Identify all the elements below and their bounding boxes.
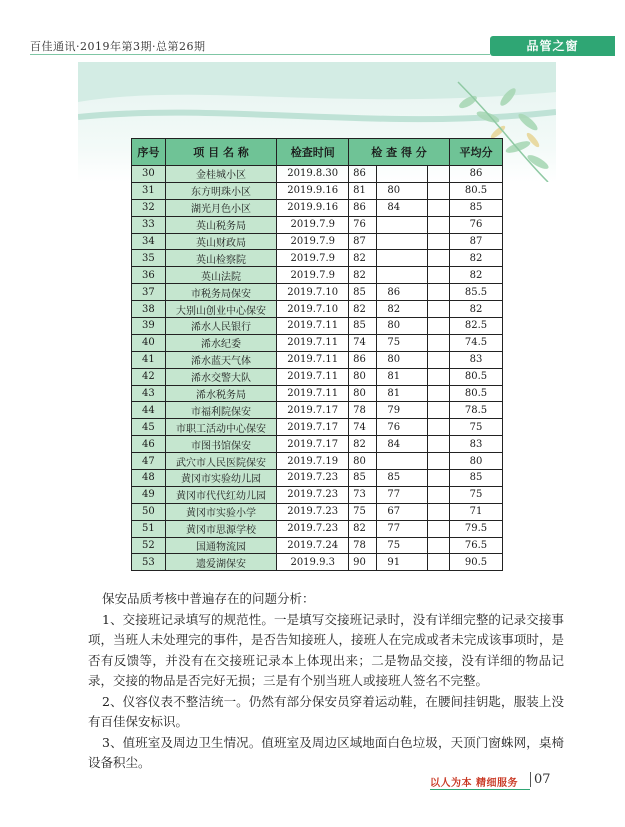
cell-s2 [377, 453, 428, 470]
cell-name: 英山财政局 [165, 233, 277, 250]
page-footer [430, 772, 560, 788]
cell-s1: 73 [349, 486, 377, 503]
cell-date: 2019.9.3 [277, 554, 349, 571]
cell-name: 英山法院 [165, 267, 277, 284]
table-row [132, 453, 503, 470]
page-number: 07 [530, 772, 551, 787]
cell-s2: 82 [377, 301, 428, 318]
cell-avg: 71 [450, 503, 503, 520]
cell-s1: 81 [349, 182, 377, 199]
cell-s2: 79 [377, 402, 428, 419]
cell-date: 2019.7.9 [277, 233, 349, 250]
cell-s1: 80 [349, 385, 377, 402]
cell-name: 浠水蓝天气体 [165, 351, 277, 368]
cell-seq: 41 [132, 351, 166, 368]
cell-s2: 84 [377, 199, 428, 216]
cell-seq: 38 [132, 301, 166, 318]
cell-name: 市税务局保安 [165, 284, 277, 301]
cell-date: 2019.7.23 [277, 520, 349, 537]
cell-name: 国通物流园 [165, 537, 277, 554]
cell-date: 2019.9.16 [277, 199, 349, 216]
cell-seq: 52 [132, 537, 166, 554]
cell-avg: 80.5 [450, 385, 503, 402]
cell-seq: 39 [132, 318, 166, 335]
cell-s1: 82 [349, 301, 377, 318]
cell-date: 2019.7.17 [277, 402, 349, 419]
cell-name: 市图书馆保安 [165, 436, 277, 453]
table-row [132, 419, 503, 436]
table-row [132, 385, 503, 402]
cell-s3 [428, 318, 450, 335]
cell-s2 [377, 166, 428, 183]
table-row [132, 503, 503, 520]
cell-avg: 78.5 [450, 402, 503, 419]
cell-seq: 49 [132, 486, 166, 503]
cell-date: 2019.9.16 [277, 182, 349, 199]
cell-s2 [377, 216, 428, 233]
cell-s2: 76 [377, 419, 428, 436]
cell-avg: 82 [450, 301, 503, 318]
cell-avg: 83 [450, 436, 503, 453]
cell-s1: 75 [349, 503, 377, 520]
cell-s3 [428, 182, 450, 199]
cell-seq: 43 [132, 385, 166, 402]
table-row [132, 334, 503, 351]
cell-s3 [428, 503, 450, 520]
cell-s1: 90 [349, 554, 377, 571]
cell-seq: 36 [132, 267, 166, 284]
cell-name: 大别山创业中心保安 [165, 301, 277, 318]
cell-s2: 75 [377, 537, 428, 554]
cell-s3 [428, 520, 450, 537]
cell-seq: 35 [132, 250, 166, 267]
cell-name: 武穴市人民医院保安 [165, 453, 277, 470]
cell-seq: 31 [132, 182, 166, 199]
cell-date: 2019.7.11 [277, 368, 349, 385]
cell-s3 [428, 419, 450, 436]
cell-s2: 80 [377, 351, 428, 368]
table-row [132, 301, 503, 318]
cell-s1: 86 [349, 199, 377, 216]
col-header-avg: 平均分 [450, 139, 503, 166]
table-row [132, 250, 503, 267]
col-header-score: 检 查 得 分 [349, 139, 450, 166]
cell-date: 2019.7.23 [277, 486, 349, 503]
cell-seq: 46 [132, 436, 166, 453]
cell-seq: 32 [132, 199, 166, 216]
cell-s1: 76 [349, 216, 377, 233]
cell-s1: 82 [349, 250, 377, 267]
cell-s1: 74 [349, 334, 377, 351]
table-row [132, 182, 503, 199]
cell-s2 [377, 267, 428, 284]
cell-avg: 85 [450, 199, 503, 216]
col-header-date: 检查时间 [277, 139, 349, 166]
cell-s1: 85 [349, 470, 377, 487]
table-row [132, 470, 503, 487]
cell-date: 2019.7.10 [277, 284, 349, 301]
cell-s3 [428, 453, 450, 470]
cell-name: 黄冈市实验幼儿园 [165, 470, 277, 487]
cell-seq: 53 [132, 554, 166, 571]
cell-avg: 85.5 [450, 284, 503, 301]
cell-date: 2019.7.17 [277, 419, 349, 436]
cell-s1: 82 [349, 267, 377, 284]
cell-avg: 75 [450, 419, 503, 436]
cell-s2 [377, 233, 428, 250]
cell-avg: 83 [450, 351, 503, 368]
cell-date: 2019.7.23 [277, 470, 349, 487]
cell-s2: 86 [377, 284, 428, 301]
cell-avg: 82 [450, 250, 503, 267]
cell-seq: 33 [132, 216, 166, 233]
cell-s1: 80 [349, 368, 377, 385]
cell-s3 [428, 233, 450, 250]
cell-s3 [428, 368, 450, 385]
cell-avg: 86 [450, 166, 503, 183]
footer-slogan: 以人为本 精细服务 [430, 778, 518, 789]
cell-avg: 80.5 [450, 368, 503, 385]
cell-date: 2019.7.9 [277, 250, 349, 267]
analysis-paragraph-1: 1、交接班记录填写的规范性。一是填写交接班记录时，没有详细完整的记录交接事项，当班人未处理完的事件，是否告知接班人，接班人在完成或者未完成该事项时，是否有反馈等，并没有在交接班记录本上体现出来；二是物品交接，没有详细的物品记录，交接的物品是否完好无损；三是有个别当班人或接班人签名不完整。 [88, 611, 564, 688]
cell-name: 浠水纪委 [165, 334, 277, 351]
cell-name: 浠水交警大队 [165, 368, 277, 385]
cell-avg: 79.5 [450, 520, 503, 537]
cell-s2: 77 [377, 486, 428, 503]
cell-s2: 77 [377, 520, 428, 537]
cell-s2: 81 [377, 385, 428, 402]
cell-date: 2019.7.11 [277, 351, 349, 368]
cell-s1: 78 [349, 402, 377, 419]
cell-s2: 81 [377, 368, 428, 385]
cell-date: 2019.8.30 [277, 166, 349, 183]
cell-s3 [428, 436, 450, 453]
cell-s1: 74 [349, 419, 377, 436]
cell-s3 [428, 216, 450, 233]
table-header-row [132, 139, 503, 166]
cell-seq: 30 [132, 166, 166, 183]
footer-divider [430, 789, 530, 790]
table-row [132, 199, 503, 216]
cell-seq: 44 [132, 402, 166, 419]
table-row [132, 267, 503, 284]
cell-s3 [428, 250, 450, 267]
cell-name: 市福利院保安 [165, 402, 277, 419]
cell-seq: 47 [132, 453, 166, 470]
cell-seq: 50 [132, 503, 166, 520]
cell-seq: 51 [132, 520, 166, 537]
cell-s3 [428, 301, 450, 318]
cell-s1: 87 [349, 233, 377, 250]
cell-date: 2019.7.11 [277, 385, 349, 402]
table-row [132, 554, 503, 571]
cell-avg: 90.5 [450, 554, 503, 571]
cell-s2: 80 [377, 318, 428, 335]
cell-s3 [428, 470, 450, 487]
cell-avg: 75 [450, 486, 503, 503]
table-row [132, 166, 503, 183]
cell-s3 [428, 351, 450, 368]
cell-seq: 48 [132, 470, 166, 487]
cell-name: 英山检察院 [165, 250, 277, 267]
cell-date: 2019.7.9 [277, 267, 349, 284]
column-tag: 品管之窗 [490, 36, 615, 56]
cell-name: 市职工活动中心保安 [165, 419, 277, 436]
cell-seq: 40 [132, 334, 166, 351]
cell-name: 湖光月色小区 [165, 199, 277, 216]
cell-s2: 75 [377, 334, 428, 351]
cell-s1: 85 [349, 318, 377, 335]
table-row [132, 284, 503, 301]
cell-avg: 74.5 [450, 334, 503, 351]
cell-date: 2019.7.23 [277, 503, 349, 520]
cell-s1: 82 [349, 520, 377, 537]
analysis-paragraph-2: 2、仪容仪表不整洁统一。仍然有部分保安员穿着运动鞋，在腰间挂钥匙，服装上没有百佳保安标识。 [88, 693, 564, 729]
cell-date: 2019.7.9 [277, 216, 349, 233]
cell-name: 浠水人民银行 [165, 318, 277, 335]
cell-s2: 85 [377, 470, 428, 487]
cell-seq: 42 [132, 368, 166, 385]
cell-seq: 34 [132, 233, 166, 250]
analysis-text [88, 589, 564, 774]
table-row [132, 351, 503, 368]
cell-name: 东方明珠小区 [165, 182, 277, 199]
cell-name: 遗爱湖保安 [165, 554, 277, 571]
cell-s1: 86 [349, 351, 377, 368]
cell-avg: 85 [450, 470, 503, 487]
cell-s1: 86 [349, 166, 377, 183]
cell-s1: 82 [349, 436, 377, 453]
cell-s1: 80 [349, 453, 377, 470]
table-row [132, 368, 503, 385]
table-row [132, 318, 503, 335]
cell-s2: 84 [377, 436, 428, 453]
journal-header: 百佳通讯·2019年第3期·总第26期 [30, 40, 206, 53]
table-row [132, 233, 503, 250]
cell-date: 2019.7.24 [277, 537, 349, 554]
cell-s2: 67 [377, 503, 428, 520]
cell-s3 [428, 537, 450, 554]
cell-s3 [428, 554, 450, 571]
analysis-intro: 保安品质考核中普遍存在的问题分析： [102, 591, 315, 606]
cell-name: 浠水税务局 [165, 385, 277, 402]
cell-s3 [428, 284, 450, 301]
cell-seq: 37 [132, 284, 166, 301]
table-row [132, 402, 503, 419]
cell-avg: 76.5 [450, 537, 503, 554]
cell-s1: 78 [349, 537, 377, 554]
analysis-paragraph-3: 3、值班室及周边卫生情况。值班室及周边区域地面白色垃圾，天顶门窗蛛网，桌椅设备积尘。 [88, 734, 564, 770]
cell-avg: 80 [450, 453, 503, 470]
col-header-name: 项 目 名 称 [165, 139, 277, 166]
cell-name: 黄冈市实验小学 [165, 503, 277, 520]
cell-avg: 87 [450, 233, 503, 250]
cell-avg: 82.5 [450, 318, 503, 335]
cell-name: 金桂城小区 [165, 166, 277, 183]
cell-date: 2019.7.19 [277, 453, 349, 470]
table-row [132, 520, 503, 537]
table-row [132, 537, 503, 554]
cell-name: 英山税务局 [165, 216, 277, 233]
cell-name: 黄冈市思源学校 [165, 520, 277, 537]
cell-s2: 80 [377, 182, 428, 199]
cell-s3 [428, 385, 450, 402]
cell-s3 [428, 267, 450, 284]
cell-date: 2019.7.17 [277, 436, 349, 453]
header-divider [30, 54, 490, 55]
cell-avg: 76 [450, 216, 503, 233]
cell-s2 [377, 250, 428, 267]
cell-s1: 85 [349, 284, 377, 301]
cell-date: 2019.7.10 [277, 301, 349, 318]
cell-avg: 80.5 [450, 182, 503, 199]
cell-date: 2019.7.11 [277, 334, 349, 351]
table-row [132, 486, 503, 503]
table-row [132, 436, 503, 453]
col-header-seq: 序号 [132, 139, 166, 166]
cell-date: 2019.7.11 [277, 318, 349, 335]
cell-name: 黄冈市代代红幼儿园 [165, 486, 277, 503]
cell-s3 [428, 199, 450, 216]
inspection-score-table [131, 138, 503, 571]
cell-s3 [428, 166, 450, 183]
cell-s2: 91 [377, 554, 428, 571]
cell-s3 [428, 334, 450, 351]
table-row [132, 216, 503, 233]
cell-s3 [428, 486, 450, 503]
cell-s3 [428, 402, 450, 419]
cell-avg: 82 [450, 267, 503, 284]
cell-seq: 45 [132, 419, 166, 436]
